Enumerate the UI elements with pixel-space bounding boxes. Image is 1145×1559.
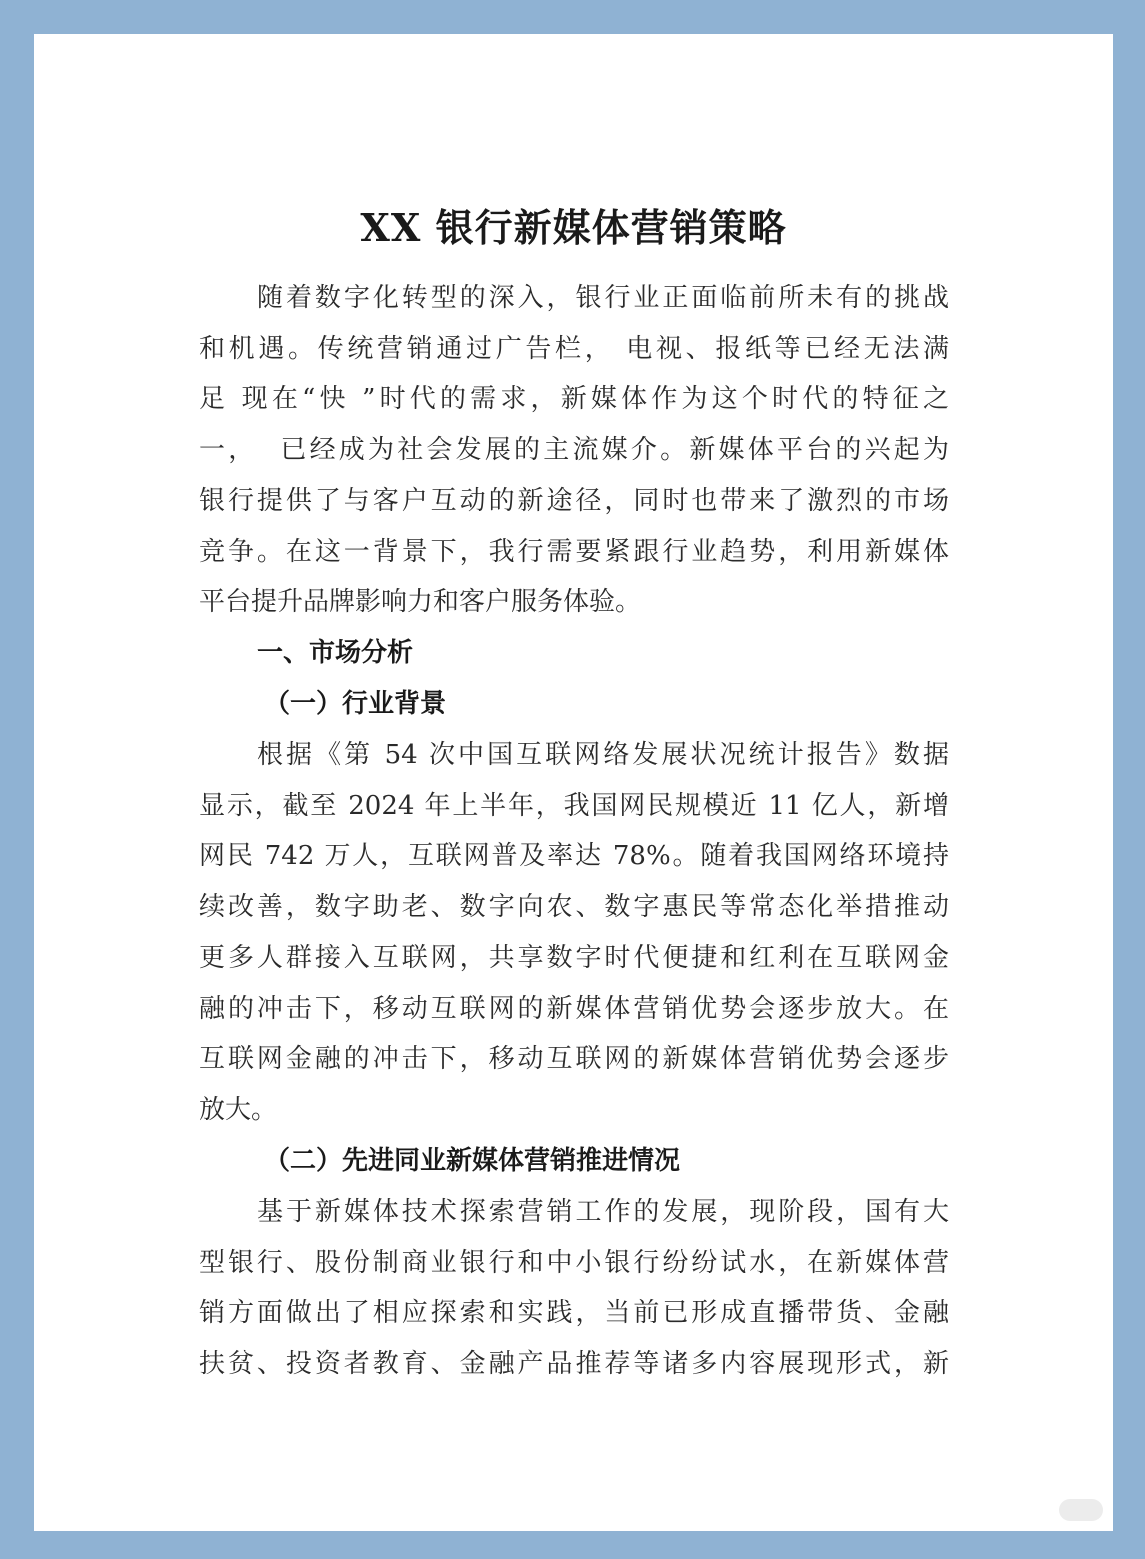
paragraph-line: 互联网金融的冲击下，移动互联网的新媒体营销优势会逐步	[199, 1044, 949, 1074]
paragraph-line: 足 现在“快 ”时代的需求，新媒体作为这个时代的特征之	[199, 384, 949, 414]
paragraph-line: 网民 742 万人，互联网普及率达 78%。随着我国网络环境持	[199, 841, 949, 871]
paragraph-line: 放大。	[199, 1095, 278, 1125]
paragraph-line: 更多人群接入互联网，共享数字时代便捷和红利在互联网金	[199, 943, 949, 973]
paragraph-line: 和机遇。传统营销通过广告栏， 电视、报纸等已经无法满	[199, 334, 949, 364]
paragraph-line: 型银行、股份制商业银行和中小银行纷纷试水，在新媒体营	[199, 1248, 949, 1278]
subsection-heading: （一）行业背景	[264, 689, 447, 719]
paragraph-line: 销方面做出了相应探索和实践，当前已形成直播带货、金融	[199, 1298, 949, 1328]
paragraph-line: 平台提升品牌影响力和客户服务体验。	[199, 587, 642, 617]
paragraph-line: 融的冲击下，移动互联网的新媒体营销优势会逐步放大。在	[199, 994, 949, 1024]
section-heading: 一、市场分析	[257, 638, 414, 668]
paragraph-line: 竞争。在这一背景下，我行需要紧跟行业趋势，利用新媒体	[199, 537, 949, 567]
paragraph-line: 扶贫、投资者教育、金融产品推荐等诸多内容展现形式，新	[199, 1349, 949, 1379]
paragraph-line: 续改善，数字助老、数字向农、数字惠民等常态化举措推动	[199, 892, 949, 922]
paragraph-line: 银行提供了与客户互动的新途径，同时也带来了激烈的市场	[199, 486, 949, 516]
paragraph-line: 随着数字化转型的深入，银行业正面临前所未有的挑战	[257, 283, 949, 313]
paragraph-line: 基于新媒体技术探索营销工作的发展，现阶段，国有大	[257, 1197, 949, 1227]
paragraph-line: 根据《第 54 次中国互联网络发展状况统计报告》数据	[257, 740, 949, 770]
document-title: XX 银行新媒体营销策略	[360, 205, 787, 250]
paragraph-line: 一， 已经成为社会发展的主流媒介。新媒体平台的兴起为	[199, 435, 949, 465]
document-page	[34, 34, 1113, 1531]
subsection-heading: （二）先进同业新媒体营销推进情况	[264, 1146, 681, 1176]
watermark	[1059, 1499, 1103, 1521]
paragraph-line: 显示，截至 2024 年上半年，我国网民规模近 11 亿人，新增	[199, 791, 949, 821]
